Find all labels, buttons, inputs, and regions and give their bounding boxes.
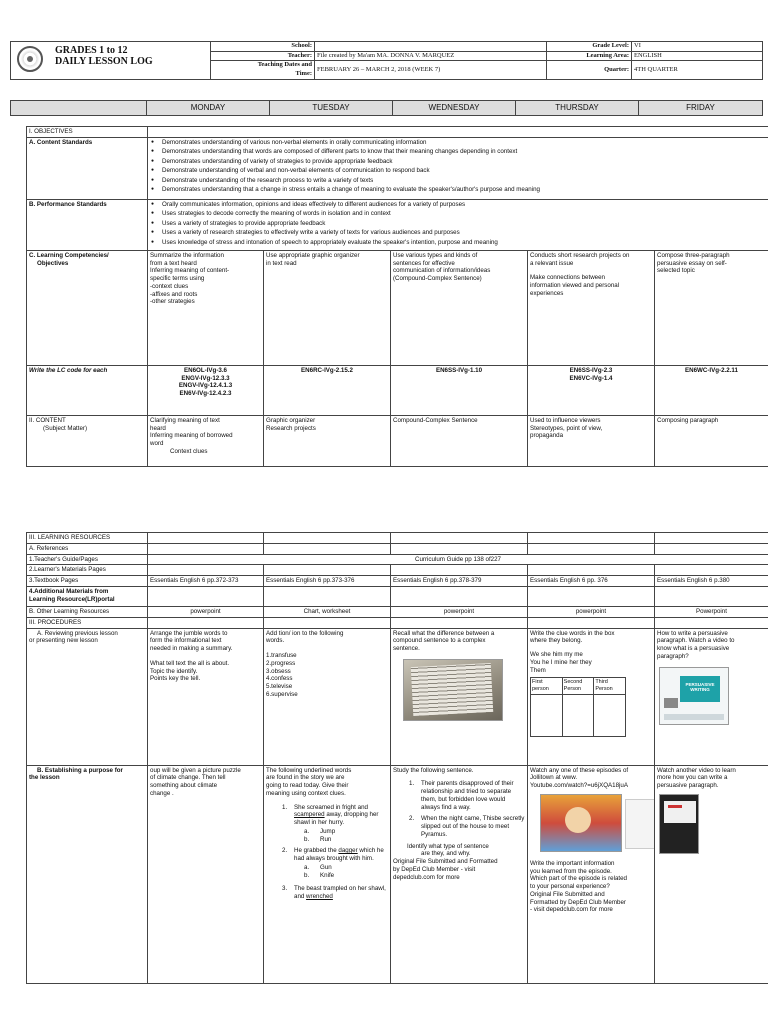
review-friday (655, 628, 768, 765)
content-label-line2: (Subject Matter) (43, 424, 88, 432)
text-line: going to read today. Give their (266, 782, 349, 789)
performance-standard: ● Uses strategies to decode correctly the meaning of words in isolation and in context (150, 210, 766, 218)
grade-value: VI (632, 42, 763, 52)
empty-cell (148, 533, 264, 544)
establish-thursday (528, 765, 655, 983)
choice-text: Jump (320, 827, 336, 835)
choice-item[interactable] (294, 828, 388, 836)
text-line: A. Reviewing previous lesson (37, 629, 118, 637)
empty-cell (655, 543, 768, 554)
lc-code: ENGV-IVg-12.4.1.3 (178, 382, 233, 390)
persuasive-writing-thumbnail[interactable] (659, 667, 729, 725)
sentence-text: Their parents disapproved of their relationship and tried to separate them, but forbidden love would always find a way. (421, 780, 514, 811)
text-line: Summarize the information (150, 251, 224, 259)
empty-cell (391, 617, 528, 628)
deped-seal-icon (17, 46, 43, 72)
text-line: meaning using context clues. (266, 789, 346, 797)
text-line: Composing paragraph (657, 416, 719, 424)
choice-text: Run (320, 835, 332, 843)
empty-cell (655, 587, 768, 607)
performance-standards-list (150, 201, 766, 247)
text-line: heard (150, 424, 166, 432)
header-table (10, 41, 763, 80)
question-text: The beast trampled on her shawl, and (294, 885, 386, 900)
review-thursday (528, 628, 655, 765)
text-line: sentence. (393, 645, 420, 652)
establish-label (27, 765, 148, 983)
text-line: The following underlined words (266, 766, 352, 774)
text-line: something about climate (150, 782, 218, 789)
competency-friday (655, 250, 768, 365)
performance-standards-label: B. Performance Standards (27, 199, 148, 250)
text-line: words. (266, 637, 285, 645)
underlined-word: scampered (294, 811, 325, 819)
competency-tuesday (264, 250, 391, 365)
question-text: He grabbed the (294, 847, 339, 855)
textbook-label: 3.Textbook Pages (27, 576, 148, 587)
text-line: B. Establishing a purpose for (37, 766, 123, 774)
other-resources-label: B. Other Learning Resources (27, 607, 148, 618)
lc-code: EN6SS-IVg-1.10 (435, 366, 483, 374)
area-value: ENGLISH (632, 51, 763, 61)
lc-wednesday (391, 365, 528, 415)
text-line: in text read (266, 259, 297, 267)
text-line: to your personal experience? (530, 883, 610, 890)
dates-value: FEBRUARY 26 – MARCH 2, 2018 (WEEK 7) (315, 61, 547, 80)
objectives-heading-fill (148, 127, 768, 138)
sentence-number: 1. (409, 780, 415, 788)
empty-cell (528, 565, 655, 576)
underlined-word: wrenched (306, 893, 333, 900)
performance-standards-cell (148, 199, 768, 250)
text-line: propaganda (530, 432, 564, 440)
text-line: Conducts short research projects on (530, 251, 630, 259)
spacer (150, 653, 261, 660)
pronoun-cell[interactable] (531, 695, 563, 737)
text-line: Research projects (266, 424, 316, 432)
text-line: Make connections between (530, 274, 605, 282)
empty-cell (391, 543, 528, 554)
lc-code: EN6WC-IVg-2.2.11 (685, 366, 738, 374)
text-line: Write the important information (530, 859, 615, 867)
competency-monday (148, 250, 264, 365)
text-line: (Compound-Complex Sentence) (393, 275, 482, 282)
thumbnail-footer (664, 714, 724, 720)
text-line: selected topic (657, 267, 695, 275)
credit-line: by DepEd Club Member - visit (393, 865, 476, 873)
choice-text: Gun (320, 863, 332, 871)
word-item: 1.transfuse (266, 652, 297, 659)
video-link[interactable]: Youtube.com/watch?=u6jXQA18juA (530, 782, 628, 789)
text-line: are they, and why. (421, 850, 471, 858)
dates-label-line2: Time: (295, 69, 312, 77)
lc-code: EN6SS-IVg-2.3 (569, 366, 613, 374)
text-line: the lesson (29, 774, 60, 782)
objectives-table (26, 126, 768, 467)
empty-cell (148, 617, 264, 628)
header-title-1: GRADES 1 to 12 (55, 45, 128, 56)
text-line: -other strategies (150, 298, 195, 306)
day-wednesday: WEDNESDAY (393, 101, 516, 116)
text-line: Context clues (170, 447, 208, 455)
text-line: a relevant issue (530, 259, 574, 267)
choice-list (294, 864, 388, 880)
text-line: Inferring meaning of content- (150, 267, 230, 275)
text-line: communication of information/ideas (393, 267, 491, 275)
character-face (565, 807, 591, 833)
teacher-value: File created by Ma'am MA. DONNA V. MARQUEZ (315, 51, 547, 61)
credit-line: Original File Submitted and Formatted (393, 858, 498, 865)
credit-line: depedclub.com for more (393, 873, 460, 881)
word-item: 4.confess (266, 675, 293, 683)
competency-wednesday (391, 250, 528, 365)
word-item: 5.televise (266, 683, 293, 690)
text-line: What tell text the all is about. (150, 659, 230, 667)
question-text: away, dropping her shawl in her hurry. (294, 811, 379, 826)
sentence-text: When the night came, Thisbe secretly slipped out of the house to meet Pyramus. (421, 815, 525, 838)
textbook-thursday: Essentials English 6 pp. 376 (528, 576, 655, 587)
content-standard: ● Demonstrate understanding of the research process to write a variety of texts (150, 177, 766, 185)
school-value (315, 42, 547, 52)
choice-item[interactable] (294, 872, 388, 880)
text-line: Which part of the episode is related (530, 875, 627, 883)
establish-tuesday (264, 765, 391, 983)
text-line: Used to influence viewers (530, 416, 601, 424)
content-standards-cell (148, 137, 768, 199)
text-line: information viewed and personal (530, 282, 620, 289)
empty-cell (528, 617, 655, 628)
additional-materials-label (27, 587, 148, 607)
pronoun-cell[interactable] (594, 695, 626, 737)
content-tuesday (264, 415, 391, 466)
other-wednesday: powerpoint (391, 607, 528, 618)
lc-code: EN6OL-IVg-3.6 (184, 366, 227, 374)
question-number: 1. (282, 803, 288, 811)
text-line: know what is a persuasive (657, 645, 730, 652)
text-line: Identify what type of sentence (407, 842, 489, 850)
text-line: -context clues (150, 282, 189, 290)
text-line: -affixes and roots (150, 290, 198, 298)
empty-cell (264, 533, 391, 544)
content-standard: ● Demonstrate understanding of verbal and non-verbal elements of communication to respond back (150, 167, 766, 175)
text-line: Compose three-paragraph (657, 251, 730, 259)
performance-standard: ● Orally communicates information, opinions and ideas effectively to different audiences for a variety of purposes (150, 201, 766, 209)
sentence-number: 2. (409, 815, 415, 823)
choice-letter: a. (304, 827, 310, 835)
content-standards-list (150, 139, 766, 194)
choice-item[interactable] (294, 864, 388, 872)
video-sidebar (625, 799, 655, 849)
text-line: word (150, 440, 164, 447)
other-monday: powerpoint (148, 607, 264, 618)
content-friday (655, 415, 768, 466)
choice-item[interactable] (294, 836, 388, 844)
review-monday (148, 628, 264, 765)
lc-code: EN6RC-IVg-2.15.2 (301, 366, 353, 374)
day-thursday: THURSDAY (516, 101, 639, 116)
content-label (27, 415, 148, 466)
competencies-label (27, 250, 148, 365)
text-line: are found in the story we are (266, 774, 345, 782)
text-line: paragraph? (657, 652, 689, 660)
day-tuesday: TUESDAY (270, 101, 393, 116)
textbook-wednesday: Essentials English 6 pp.378-379 (391, 576, 528, 587)
review-wednesday (391, 628, 528, 765)
text-line: Stereotypes, point of view, (530, 424, 603, 432)
procedures-heading: III. PROCEDURES (27, 617, 148, 628)
persuasive-writing-banner: PERSUASIVE WRITING (680, 676, 720, 702)
text-line: Use appropriate graphic organizer (266, 251, 360, 259)
days-header (10, 100, 763, 116)
video-screen (664, 801, 696, 823)
establish-friday (655, 765, 768, 983)
text-line: or presenting new lesson (29, 637, 98, 645)
content-standard: ● Demonstrates understanding that a change in stress entails a change of meaning to evaluate the speaker's/author's purpose and meaning (150, 186, 766, 194)
empty-cell (264, 617, 391, 628)
dates-label (211, 61, 315, 80)
word-item: 6.supervise (266, 690, 298, 698)
content-standard: ● Demonstrates understanding that words are composed of different parts to know that their meaning changes depending in context (150, 148, 766, 156)
text-line: Add tion/ ion to the following (266, 629, 344, 637)
text-line: Learning Resource(LR)portal (29, 595, 115, 603)
clue-words: We she him my me (530, 651, 583, 658)
lc-code: EN6V-IVg-12.4.2.3 (179, 390, 232, 397)
credit-line: - visit depedclub.com for more (530, 906, 613, 914)
text-line: Recall what the difference between a (393, 629, 495, 637)
empty-cell (148, 543, 264, 554)
school-label: School: (211, 42, 315, 52)
grade-label: Grade Level: (547, 42, 632, 52)
other-friday: Powerpoint (655, 607, 768, 618)
content-standards-label: A. Content Standards (27, 137, 148, 199)
laptop-icon (664, 698, 678, 708)
day-friday: FRIDAY (639, 101, 763, 116)
text-line: Watch another video to learn (657, 766, 736, 774)
review-tuesday (264, 628, 391, 765)
dates-label-line1: Teaching Dates and (257, 61, 312, 68)
spacer (266, 645, 388, 652)
pronoun-header-first: First person (531, 678, 563, 695)
empty-cell (528, 533, 655, 544)
underlined-word: dagger (338, 847, 358, 855)
question-number: 3. (282, 885, 288, 893)
sentence-list (393, 780, 525, 838)
empty-cell (655, 565, 768, 576)
text-line: experiences (530, 289, 564, 297)
question-number: 2. (282, 847, 288, 855)
pronoun-table (530, 677, 626, 737)
text-line: compound sentence to a complex (393, 637, 486, 645)
review-label (27, 628, 148, 765)
text-line: paragraph. Watch a video to (657, 637, 735, 645)
book-page-lines (411, 663, 493, 716)
other-tuesday: Chart, worksheet (264, 607, 391, 618)
persuasive-video-thumbnail[interactable] (659, 794, 699, 854)
content-standard: ● Demonstrates understanding of various non-verbal elements in orally communicating information (150, 139, 766, 147)
days-blank-cell (11, 101, 147, 116)
book-page-photo (403, 659, 503, 721)
lc-code: ENGV-IVg-12.3.3 (181, 374, 230, 382)
empty-cell (528, 543, 655, 554)
empty-cell (655, 617, 768, 628)
text-line: oup will be given a picture puzzle (150, 766, 241, 774)
competency-thursday (528, 250, 655, 365)
empty-cell (264, 587, 391, 607)
choice-letter: b. (304, 871, 310, 879)
text-line: Jollitown at www. (530, 774, 578, 782)
content-monday (148, 415, 264, 466)
text-line: of climate change. Then tell (150, 774, 226, 782)
empty-cell (528, 587, 655, 607)
empty-cell (655, 533, 768, 544)
choice-text: Knife (320, 871, 335, 879)
content-standard: ● Demonstrates understanding of variety of strategies to provide appropriate feedback (150, 158, 766, 166)
content-wednesday (391, 415, 528, 466)
area-label: Learning Area: (547, 51, 632, 61)
pronoun-header-second: Second Person (562, 678, 594, 695)
text-line: Use various types and kinds of (393, 251, 478, 259)
pronoun-header-third: Third Person (594, 678, 626, 695)
text-line: persuasive essay on self- (657, 259, 727, 267)
text-line: persuasive paragraph. (657, 782, 719, 789)
question-text: which he had always brought with him. (294, 847, 384, 862)
text-line: 4.Additional Materials from (29, 588, 109, 595)
vocab-question-list (266, 804, 388, 901)
lc-tuesday (264, 365, 391, 415)
references-label: A. References (27, 543, 148, 554)
word-item: 2.progress (266, 659, 296, 667)
text-line: Inferring meaning of borrowed (150, 432, 233, 440)
performance-standard: ● Uses a variety of strategies to provide appropriate feedback (150, 220, 766, 228)
teachers-guide-label: 1.Teacher's Guide/Pages (27, 554, 148, 565)
competencies-label-line1: C. Learning Competencies/ (29, 251, 109, 259)
text-line: Study the following sentence. (393, 766, 474, 774)
lc-monday (148, 365, 264, 415)
empty-cell (264, 565, 391, 576)
empty-cell (391, 565, 528, 576)
empty-cell (264, 543, 391, 554)
text-line: sentences for effective (393, 259, 455, 267)
lc-friday (655, 365, 768, 415)
content-label-line1: II. CONTENT (29, 416, 66, 424)
quarter-label: Quarter: (547, 61, 632, 80)
lc-code: EN6VC-IVg-1.4 (569, 374, 613, 382)
textbook-tuesday: Essentials English 6 pp.373-376 (264, 576, 391, 587)
textbook-friday: Essentials English 6 p.380 (655, 576, 768, 587)
content-thursday (528, 415, 655, 466)
jollitown-video-thumbnail[interactable] (540, 794, 622, 852)
choice-list (294, 828, 388, 844)
text-line: Compound-Complex Sentence (393, 416, 478, 424)
text-line: Points key the tell. (150, 675, 201, 683)
clue-words: You he I mine her they (530, 658, 592, 666)
text-line: Arrange the jumble words to (150, 629, 228, 637)
text-line: you learned from the episode. (530, 867, 612, 875)
objectives-heading: I. OBJECTIVES (27, 127, 148, 138)
question-text: She screamed in fright and (294, 803, 368, 811)
header-title-cell (11, 42, 211, 80)
text-line: Write the clue words in the box (530, 629, 615, 637)
lc-thursday (528, 365, 655, 415)
teacher-label: Teacher: (211, 51, 315, 61)
lc-code-label: Write the LC code for each (27, 365, 148, 415)
learners-materials-label: 2.Learner's Materials Pages (27, 565, 148, 576)
vocab-question (266, 804, 388, 844)
vocab-question (266, 847, 388, 879)
spacer (530, 267, 652, 274)
quarter-value: 4TH QUARTER (632, 61, 763, 80)
text-line: Topic the identify. (150, 667, 198, 675)
text-line: where they belong. (530, 637, 583, 645)
text-line: specific terms using (150, 275, 205, 282)
text-line: How to write a persuasive (657, 629, 728, 637)
clue-words: Them (530, 666, 546, 674)
performance-standard: ● Uses a variety of research strategies to effectively write a variety of texts for various audiences and purposes (150, 229, 766, 237)
empty-cell (148, 587, 264, 607)
credit-line: Original File Submitted and (530, 890, 605, 898)
word-item: 3.obsess (266, 667, 291, 675)
text-line: Watch any one of these episodes of (530, 766, 629, 774)
text-line: needed in making a summary. (150, 645, 233, 652)
header-title-2: DAILY LESSON LOG (55, 56, 153, 67)
text-line: Graphic organizer (266, 416, 316, 424)
text-line: from a text heard (150, 259, 197, 267)
empty-cell (148, 565, 264, 576)
text-line: Clarifying meaning of text (150, 416, 220, 424)
performance-standard: ● Uses knowledge of stress and intonation of speech to appropriately evaluate the speaker's intention, purpose and meaning (150, 239, 766, 247)
choice-letter: b. (304, 835, 310, 843)
credit-line: Formatted by DepEd Club Member (530, 898, 626, 906)
empty-cell (391, 587, 528, 607)
competencies-label-line2: Objectives (37, 259, 69, 267)
resources-heading: III. LEARNING RESOURCES (27, 533, 148, 544)
pronoun-cell[interactable] (562, 695, 594, 737)
sentence-item (393, 815, 525, 838)
establish-wednesday (391, 765, 528, 983)
empty-cell (391, 533, 528, 544)
resources-table (26, 532, 768, 984)
other-thursday: powerpoint (528, 607, 655, 618)
text-line: change . (150, 789, 174, 797)
text-line: form the informational text (150, 637, 222, 645)
textbook-monday: Essentials English 6 pp.372-373 (148, 576, 264, 587)
vocab-question (266, 885, 388, 901)
choice-letter: a. (304, 863, 310, 871)
curriculum-guide-value: Curriculum Guide pp 138 of227 (148, 554, 768, 565)
establish-monday (148, 765, 264, 983)
text-line: more how you can write a (657, 774, 728, 782)
day-monday: MONDAY (147, 101, 270, 116)
sentence-item (393, 780, 525, 811)
